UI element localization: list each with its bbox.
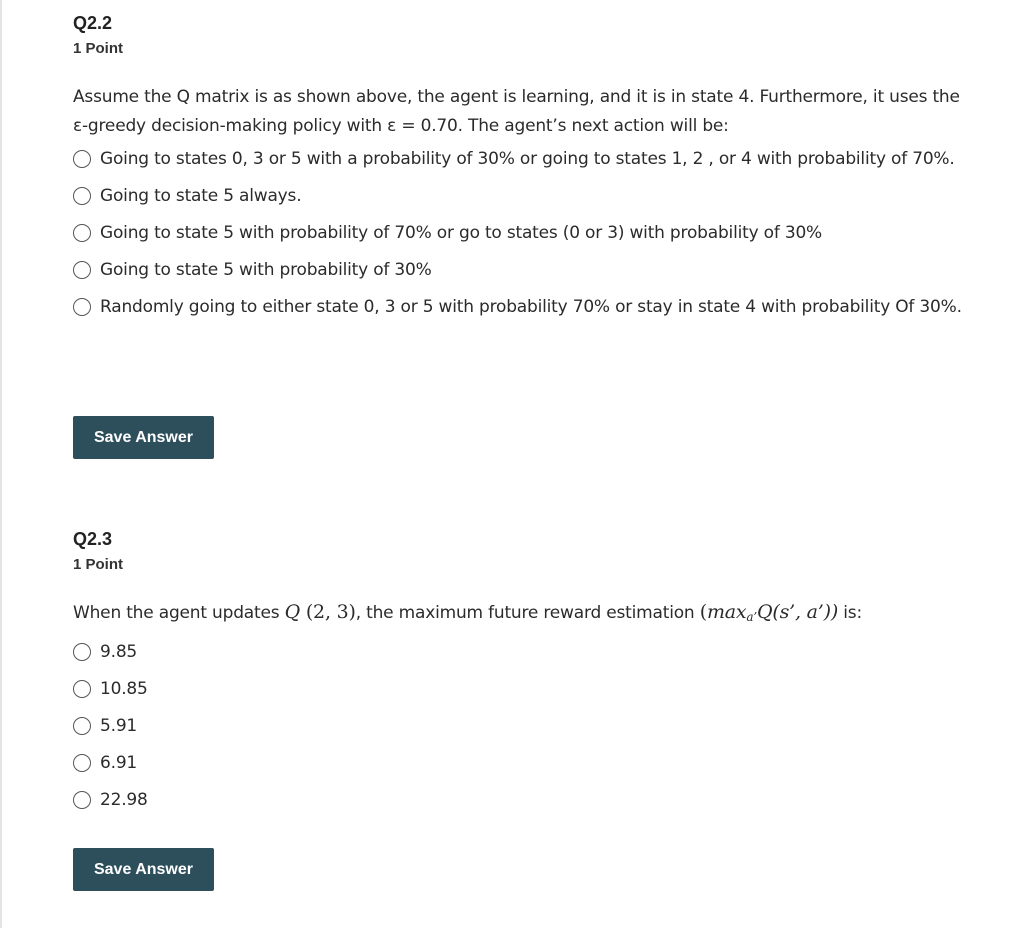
answer-option-3[interactable] xyxy=(73,712,978,741)
option-label: 22.98 xyxy=(100,790,148,810)
answer-option-4[interactable] xyxy=(73,256,978,285)
radio-button[interactable] xyxy=(73,261,91,279)
radio-button[interactable] xyxy=(73,791,91,809)
radio-button[interactable] xyxy=(73,150,91,168)
answer-option-5[interactable] xyxy=(73,293,978,322)
question-2-2 xyxy=(73,12,978,322)
math-max-expression: ($\max_{a’}Q(s$’, a’)) xyxy=(699,601,839,624)
answer-option-3[interactable] xyxy=(73,219,978,248)
question-points: 1 Point xyxy=(73,556,124,573)
question-points: 1 Point xyxy=(73,40,124,57)
option-label: Going to state 5 with probability of 70% or go to states (0 or 3) with probability of 30% xyxy=(100,223,823,243)
option-label: 10.85 xyxy=(100,679,148,699)
radio-button[interactable] xyxy=(73,643,91,661)
option-label: 5.91 xyxy=(100,716,138,736)
question-2-3 xyxy=(73,528,978,815)
question-prompt xyxy=(73,598,978,632)
answer-option-1[interactable] xyxy=(73,145,978,174)
prompt-text: is: xyxy=(838,603,862,623)
answer-option-5[interactable] xyxy=(73,786,978,815)
answer-option-2[interactable] xyxy=(73,675,978,704)
option-label: Going to states 0, 3 or 5 with a probability of 30% or going to states 1, 2 , or 4 with probability of 70%. xyxy=(100,149,955,169)
prompt-text: When the agent updates xyxy=(73,603,285,623)
question-prompt: Assume the Q matrix is as shown above, the agent is learning, and it is in state 4. Furthermore, it uses the ε-greedy decision-making policy with ε = 0.70. The agent’s next action will be: xyxy=(73,87,960,136)
option-label: Randomly going to either state 0, 3 or 5 with probability 70% or stay in state 4 with probability Of 30%. xyxy=(100,297,962,317)
radio-button[interactable] xyxy=(73,187,91,205)
radio-button[interactable] xyxy=(73,224,91,242)
answer-options xyxy=(73,145,978,322)
math-q-function: Q (2, 3) xyxy=(284,601,356,623)
save-answer-button[interactable]: Save Answer xyxy=(73,848,214,891)
option-label: Going to state 5 with probability of 30% xyxy=(100,260,432,280)
radio-button[interactable] xyxy=(73,717,91,735)
prompt-text: , the maximum future reward estimation xyxy=(355,603,700,623)
option-label: 6.91 xyxy=(100,753,138,773)
answer-options xyxy=(73,638,978,815)
answer-option-2[interactable] xyxy=(73,182,978,211)
radio-button[interactable] xyxy=(73,680,91,698)
radio-button[interactable] xyxy=(73,754,91,772)
question-title: Q2.2 xyxy=(73,13,113,33)
radio-button[interactable] xyxy=(73,298,91,316)
save-answer-button[interactable]: Save Answer xyxy=(73,416,214,459)
option-label: Going to state 5 always. xyxy=(100,186,302,206)
option-label: 9.85 xyxy=(100,642,138,662)
answer-option-1[interactable] xyxy=(73,638,978,667)
question-title: Q2.3 xyxy=(73,529,113,549)
answer-option-4[interactable] xyxy=(73,749,978,778)
